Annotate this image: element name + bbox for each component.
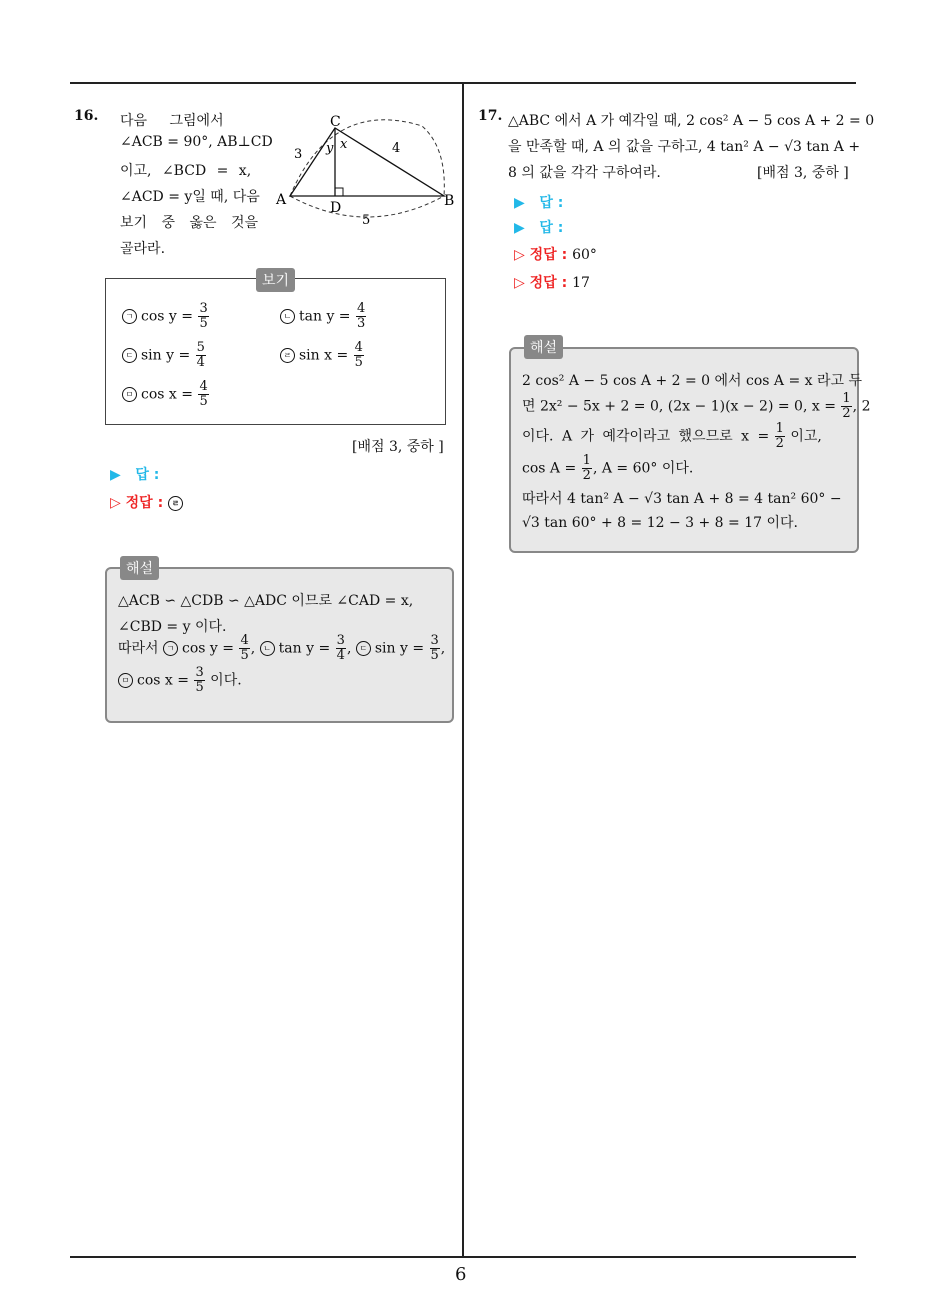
q17-answer-1 bbox=[514, 192, 563, 212]
solution-text: , 2 bbox=[852, 398, 871, 415]
solution-lhs: tan y = bbox=[278, 640, 331, 657]
label-b: B bbox=[444, 193, 455, 209]
play-icon: ▶ bbox=[514, 195, 525, 211]
q16-solution-line bbox=[118, 666, 242, 695]
solution-mark: ㄴ bbox=[260, 641, 275, 656]
correct-label: 정답 : bbox=[125, 495, 164, 511]
q16-text-line: ∠ACD = y일 때, 다음 bbox=[120, 189, 260, 205]
fraction-den: 5 bbox=[199, 394, 208, 409]
triangle-abc bbox=[290, 128, 444, 196]
option-fraction bbox=[354, 341, 364, 370]
solution-mark: ㄱ bbox=[163, 641, 178, 656]
correct-label: 정답 : bbox=[529, 247, 568, 263]
solution-lhs: cos x = bbox=[137, 672, 189, 689]
q16-text-line: ∠ACB = 90°, AB⊥CD bbox=[120, 134, 273, 150]
fraction-num: 4 bbox=[354, 340, 363, 355]
solution-mark: ㄷ bbox=[356, 641, 371, 656]
option-lhs: cos y = bbox=[141, 308, 193, 325]
q17-correct-2 bbox=[514, 272, 590, 292]
solution-text: 이고, bbox=[790, 428, 822, 445]
q17-solution-line bbox=[522, 422, 822, 451]
q16-text-line: 다음 그림에서 bbox=[120, 113, 224, 129]
option-e bbox=[122, 380, 210, 409]
fraction-den: 5 bbox=[354, 355, 363, 370]
option-c bbox=[122, 341, 207, 370]
solution-text: 면 2x² − 5x + 2 = 0, (2x − 1)(x − 2) = 0, x = bbox=[522, 398, 836, 415]
q17-solution-line: 따라서 4 tan² A − √3 tan A + 8 = 4 tan² 60° − bbox=[522, 491, 842, 507]
fraction-den: 4 bbox=[336, 648, 345, 663]
q16-number: 16. bbox=[74, 108, 99, 124]
fraction-num: 1 bbox=[582, 453, 591, 468]
play-outline-icon: ▷ bbox=[110, 495, 121, 511]
option-a bbox=[122, 302, 210, 331]
fraction-num: 3 bbox=[430, 633, 439, 648]
q16-text-line: 이고, ∠BCD = x, bbox=[120, 163, 252, 179]
answer-label: 답 : bbox=[135, 467, 160, 483]
fraction-den: 2 bbox=[775, 436, 784, 451]
option-d bbox=[280, 341, 365, 370]
option-mark: ㄷ bbox=[122, 348, 137, 363]
q16-solution-line: 따라서 ㄱ cos y = $\frac{4}{5}$ , ㄴ tan y = $\frac{3}{4}$ , ㄷ sin y = $\frac{3}{5}$ , bbox=[118, 633, 446, 663]
fraction-num: 3 bbox=[195, 665, 204, 680]
option-fraction bbox=[356, 302, 366, 331]
q16-score: [배점 3, 중하 ] bbox=[352, 439, 444, 455]
q17-solution-line bbox=[522, 392, 870, 421]
solution-text: 이다. A 가 예각이라고 했으므로 x = bbox=[522, 428, 770, 445]
fraction-num: 1 bbox=[775, 421, 784, 436]
solution-fraction bbox=[336, 634, 346, 663]
option-mark: ㄴ bbox=[280, 309, 295, 324]
correct-value: 60° bbox=[572, 247, 597, 263]
fraction-den: 4 bbox=[196, 355, 205, 370]
q17-answer-2 bbox=[514, 217, 563, 237]
q17-solution-line: 2 cos² A − 5 cos A + 2 = 0 에서 cos A = x 라고 두 bbox=[522, 373, 863, 389]
fraction-den: 5 bbox=[430, 648, 439, 663]
q17-correct-1 bbox=[514, 244, 597, 264]
correct-value: ㄹ bbox=[168, 496, 183, 511]
label-c: C bbox=[330, 114, 341, 130]
fraction-num: 1 bbox=[842, 391, 851, 406]
bottom-rule bbox=[70, 1256, 856, 1258]
solution-text: 따라서 bbox=[118, 640, 159, 657]
fraction-num: 4 bbox=[240, 633, 249, 648]
solution-text: cos A = bbox=[522, 460, 577, 477]
fraction-den: 2 bbox=[842, 406, 851, 421]
fraction-num: 4 bbox=[356, 301, 366, 316]
q17-text-line: △ABC 에서 A 가 예각일 때, 2 cos² A − 5 cos A + 2 = 0 bbox=[508, 113, 875, 129]
label-side-cb: 4 bbox=[392, 141, 401, 156]
answer-label: 답 : bbox=[539, 195, 564, 211]
correct-value: 17 bbox=[572, 275, 590, 291]
label-side-ab: 5 bbox=[362, 213, 371, 228]
page-number: 6 bbox=[455, 1264, 467, 1285]
fraction-num: 5 bbox=[196, 340, 205, 355]
solution-fraction bbox=[239, 634, 249, 663]
play-outline-icon: ▷ bbox=[514, 275, 525, 291]
answer-label: 답 : bbox=[539, 220, 564, 236]
solution-fraction bbox=[841, 392, 851, 421]
fraction-den: 2 bbox=[582, 468, 591, 483]
q17-solution-line bbox=[522, 454, 693, 483]
solution-text: 이다. bbox=[210, 672, 242, 689]
column-divider bbox=[462, 82, 464, 1257]
option-fraction bbox=[198, 380, 208, 409]
q17-solution-line: √3 tan 60° + 8 = 12 − 3 + 8 = 17 이다. bbox=[522, 515, 798, 531]
option-fraction bbox=[196, 341, 206, 370]
solution-text: , A = 60° 이다. bbox=[592, 460, 694, 477]
play-outline-icon: ▷ bbox=[514, 247, 525, 263]
solution-mark: ㅁ bbox=[118, 673, 133, 688]
fraction-num: 3 bbox=[336, 633, 345, 648]
option-fraction bbox=[198, 302, 208, 331]
q17-score: [배점 3, 중하 ] bbox=[757, 165, 849, 181]
q17-number: 17. bbox=[478, 108, 503, 124]
play-icon: ▶ bbox=[514, 220, 525, 236]
q16-solution-line: △ACB ∽ △CDB ∽ △ADC 이므로 ∠CAD = x, bbox=[118, 593, 414, 609]
solution-fraction bbox=[775, 422, 785, 451]
solution-fraction bbox=[582, 454, 592, 483]
q16-solution-line: ∠CBD = y 이다. bbox=[118, 619, 227, 635]
option-lhs: cos x = bbox=[141, 386, 193, 403]
option-lhs: tan y = bbox=[299, 308, 351, 325]
triangle-figure bbox=[272, 108, 462, 228]
option-mark: ㄹ bbox=[280, 348, 295, 363]
option-b bbox=[280, 302, 367, 331]
label-side-ac: 3 bbox=[294, 147, 303, 162]
q16-solution-label: 해설 bbox=[120, 556, 159, 580]
label-a: A bbox=[276, 192, 287, 208]
correct-label: 정답 : bbox=[529, 275, 568, 291]
fraction-den: 5 bbox=[195, 680, 204, 695]
q17-text-line: 을 만족할 때, A 의 값을 구하고, 4 tan² A − √3 tan A + bbox=[508, 139, 861, 155]
solution-lhs: sin y = bbox=[374, 640, 425, 657]
option-mark: ㄱ bbox=[122, 309, 137, 324]
q16-text-line: 골라라. bbox=[120, 241, 166, 257]
fraction-num: 4 bbox=[199, 379, 208, 394]
q17-solution-label: 해설 bbox=[524, 335, 563, 359]
option-mark: ㅁ bbox=[122, 387, 137, 402]
fraction-den: 5 bbox=[240, 648, 249, 663]
label-angle-y: y bbox=[326, 141, 334, 156]
label-d: D bbox=[330, 200, 342, 216]
fraction-den: 5 bbox=[199, 316, 208, 331]
q16-answer bbox=[110, 464, 159, 484]
play-icon: ▶ bbox=[110, 467, 121, 483]
label-angle-x: x bbox=[340, 137, 348, 152]
bogi-label: 보기 bbox=[256, 268, 295, 292]
solution-lhs: cos y = bbox=[182, 640, 235, 657]
option-lhs: sin x = bbox=[299, 347, 349, 364]
q16-text-line: 보기 중 옳은 것을 bbox=[120, 215, 259, 231]
solution-fraction bbox=[430, 634, 440, 663]
fraction-num: 3 bbox=[199, 301, 208, 316]
option-lhs: sin y = bbox=[141, 347, 191, 364]
q16-correct bbox=[110, 492, 187, 512]
solution-fraction bbox=[194, 666, 204, 695]
fraction-den: 3 bbox=[356, 316, 366, 331]
q17-text-line: 8 의 값을 각각 구하여라. bbox=[508, 165, 661, 181]
